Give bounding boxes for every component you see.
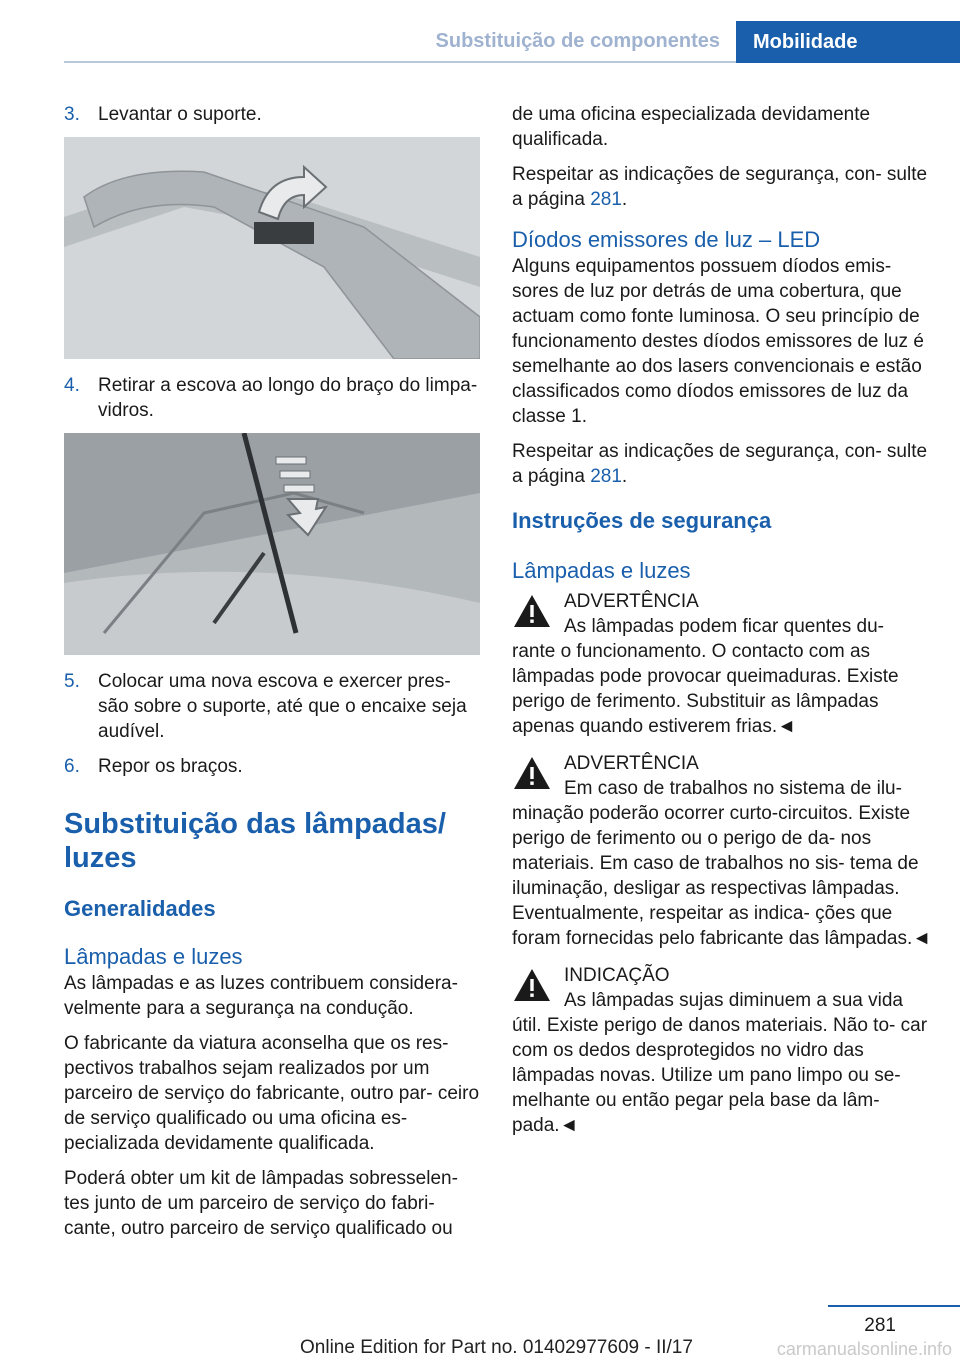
warning-title: ADVERTÊNCIA [564, 753, 699, 774]
wiper-blade-removal-illustration [64, 433, 480, 655]
notice-text: As lâmpadas sujas diminuem a sua vida útil. Existe perigo de danos materiais. Não to- car com os dedos desprotegidos no vidro das lâmpadas novas. Utilize um pano limpo ou se- melhante ou então pegar pela base da lâm- pada.◄ [512, 990, 928, 1136]
notice-title: INDICAÇÃO [564, 965, 670, 986]
right-column [512, 102, 932, 1150]
page-link[interactable]: 281 [590, 189, 622, 210]
step-number: 5. [64, 671, 80, 692]
step-4 [64, 373, 482, 423]
paragraph: de uma oficina especializada devidamente qualificada. [512, 104, 871, 150]
section-heading: Substituição das lâmpadas/ luzes [64, 808, 446, 874]
step-6 [64, 754, 482, 779]
warning-block [512, 751, 932, 951]
led-heading: Díodos emissores de luz – LED [512, 227, 821, 252]
edition-note: Online Edition for Part no. 01402977609 - II/17 [300, 1337, 693, 1358]
step-number: 4. [64, 375, 80, 396]
safety-heading: Instruções de segurança [512, 508, 772, 533]
wiper-support-lift-illustration [64, 137, 480, 359]
subsection-heading: Generalidades [64, 896, 216, 921]
safety-reference: Respeitar as indicações de segurança, con- sulte a página 281. [512, 164, 928, 210]
page-number: 281 [864, 1315, 896, 1336]
step-text: Retirar a escova ao longo do braço do limpa-vidros. [98, 375, 478, 421]
header-section-title: Substituição de componentes [435, 30, 720, 52]
step-text: Repor os braços. [98, 756, 243, 777]
page-link[interactable]: 281 [590, 466, 622, 487]
step-3 [64, 102, 482, 127]
warning-text: As lâmpadas podem ficar quentes du- rante o funcionamento. O contacto com as lâmpadas pode provocar queimaduras. Existe perigo de ferimento. Substituir as lâmpadas apenas quando estiverem frias.◄ [512, 616, 899, 737]
notice-block [512, 963, 932, 1138]
topic-heading: Lâmpadas e luzes [512, 558, 691, 583]
warning-block [512, 589, 932, 739]
left-column [64, 102, 482, 1251]
safety-reference: Respeitar as indicações de segurança, con- sulte a página 281. [512, 441, 928, 487]
paragraph: As lâmpadas e as luzes contribuem considera- velmente para a segurança na condução. [64, 973, 458, 1019]
footer-rule [828, 1305, 960, 1307]
step-5 [64, 669, 482, 744]
warning-triangle-icon [512, 593, 552, 629]
paragraph: Poderá obter um kit de lâmpadas sobresselen- tes junto de um parceiro de serviço do fabri- cante, outro parceiro de serviço qualificado ou [64, 1168, 458, 1239]
warning-text: Em caso de trabalhos no sistema de ilu- minação poderão ocorrer curto-circuitos. Existe perigo de ferimento ou o perigo de da- nos materiais. Em caso de trabalhos no sis- tema de iluminação, desligar as respectivas lâmpadas. Eventualmente, respeitar as indica- ções que foram fornecidas pelo fabricante das lâmpadas.◄ [512, 778, 932, 949]
watermark: carmanualsonline.info [776, 1339, 952, 1359]
warning-triangle-icon [512, 755, 552, 791]
step-text: Colocar uma nova escova e exercer pres- são sobre o suporte, até que o encaixe seja audível. [98, 671, 467, 742]
header-chapter-tab: Mobilidade [736, 21, 960, 63]
step-number: 6. [64, 756, 80, 777]
notice-triangle-icon [512, 967, 552, 1003]
paragraph: Alguns equipamentos possuem díodos emis- sores de luz por detrás de uma cobertura, que actuam como fonte luminosa. O seu princípio de funcionamento destes díodos emissores de luz é semelhante ao dos lasers convencionais e estão classificados como díodos emissores de luz da classe 1. [512, 256, 924, 427]
step-number: 3. [64, 104, 80, 125]
warning-title: ADVERTÊNCIA [564, 591, 699, 612]
step-text: Levantar o suporte. [98, 104, 262, 125]
topic-heading: Lâmpadas e luzes [64, 944, 243, 969]
paragraph: O fabricante da viatura aconselha que os res- pectivos trabalhos sejam realizados por um parceiro de serviço do fabricante, outro par- ceiro de serviço qualificado ou uma oficina es- pecializada devidamente qualificada. [64, 1033, 480, 1154]
